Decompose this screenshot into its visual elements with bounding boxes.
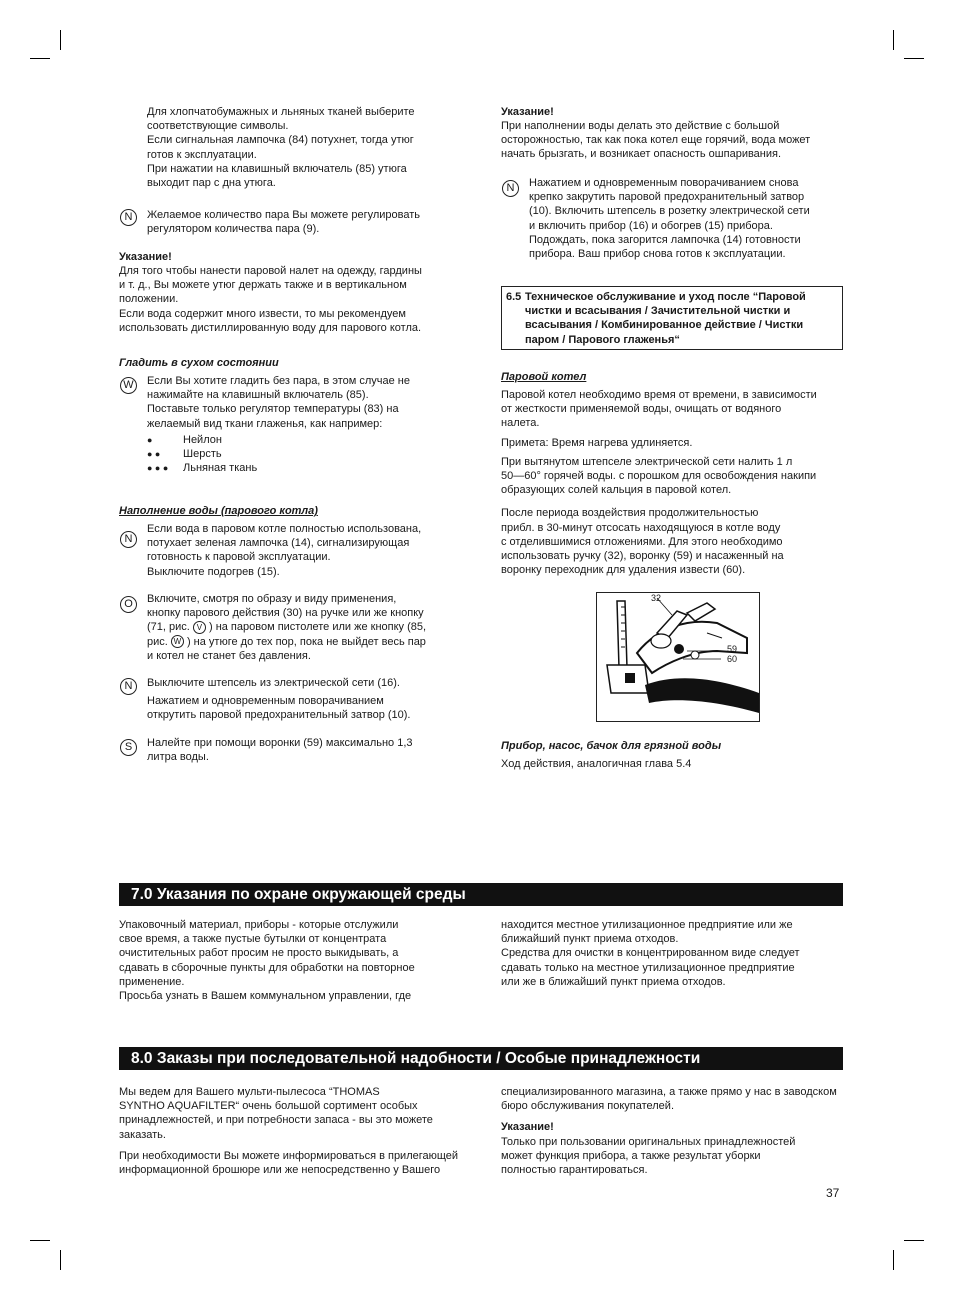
fabric-item: ● ● Шерсть: [147, 448, 222, 461]
close-valve-text: Нажатием и одновременным поворачиванием снова крепко закрутить паровой предохранительный затвор (10). Включить штепсель в розетку электрической сети и включить прибор (16) и обогрев (15) прибора. Подождать, пока загорится лампочка (14) готовности прибора. Ваш прибор снова готов к эксплуатации.: [529, 177, 810, 261]
water-fill-heading: Наполнение воды (парового котла): [119, 505, 318, 517]
section-6-5-box: [501, 286, 843, 350]
section-8-right-text: специализированного магазина, а также прямо у нас в заводском бюро обслуживания покупателей. Указание! Только при пользовании оригинальных принадлежностей может функция прибора, а также результат уборки полностью гарантироваться.: [501, 1085, 846, 1177]
steam-release-text: Включите, смотря по образу и виду применения, кнопку парового действия (30) на ручке или же кнопку (71, рис. V ) на паровом пистолете или же кнопку (85, рис. W ) на утюге до тех пор, пока не выйдет весь пар и котел не станет без давления.: [147, 593, 427, 662]
dry-ironing-heading: Гладить в сухом состоянии: [119, 357, 279, 369]
fabric-item: ● ● ● Льняная ткань: [147, 462, 258, 475]
note-text: При наполнении воды делать это действие с большой осторожностью, так как пока котел еще горячий, вода может начать брызгать, и возникает опасность ошпаривания.: [501, 120, 811, 161]
unplug-text: Выключите штепсель из электрической сети (16). Нажатием и одновременным поворачиванием открутить паровой предохранительный затвор (10).: [147, 677, 411, 722]
pour-water-text: Налейте при помощи воронки (59) максимально 1,3 литра воды.: [147, 737, 413, 764]
section-8-heading: 8.0 Заказы при последовательной надобности / Особые принадлежности: [119, 1047, 843, 1070]
figure-v-icon: V: [193, 621, 206, 634]
note-title: Указание!: [119, 251, 172, 263]
dry-ironing-text: Если Вы хотите гладить без пара, в этом случае не нажимайте на клавишный включатель (85). Поставьте только регулятор температуры (83) на желаемый вид ткани глаженья, как например:: [147, 375, 410, 430]
section-number: 6.5: [506, 291, 522, 303]
section-7-right-text: находится местное утилизационное предприятие или же ближайший пункт приема отходов. Средства для очистки в концентрированном виде следует сдавать только на местное утилизационное предприятие или же в ближайший пункт приема отходов.: [501, 919, 800, 988]
fabric-item: ● Нейлон: [147, 434, 222, 446]
section-title: Техническое обслуживание и уход после “Паровой чистки и всасывания / Зачистительной чистки и всасывания / Комбинированное действие / Чистки паром / Парового глаженья“: [525, 291, 806, 346]
note-title: Указание!: [501, 1121, 554, 1134]
section-7-left-text: Упаковочный материал, приборы - которые отслужили свое время, а также пустые бутылки от концентрата очистительных работ просим не просто выкидывать, а сдавать в сборочные пункты для обработки на повторное применение. Просьба узнать в Вашем коммунальном управлении, где: [119, 919, 415, 1003]
boiler-text: Паровой котел необходимо время от времени, в зависимости от жесткости применяемой воды, очищать от водяного налета. Примета: Время нагрева удлиняется. При вытянутом штепселе электрической сети налить 1 л 50—60° горячей воды. с порошком для освобождения накипи образующих солей кальция в паровой котел. После периода воздействия продолжительностью прибл. в 30-минут отсосать находящуюся в котле воду с отделившимися отложениями. Для этого необходимо использовать ручку (32), воронку (59) и насаженный на воронку переходник для удаления извести (60).: [501, 389, 817, 577]
pump-text: Ход действия, аналогичная глава 5.4: [501, 758, 692, 770]
crop-mark: [904, 1240, 924, 1241]
note-title: Указание!: [501, 106, 554, 118]
crop-mark: [904, 58, 924, 59]
intro-text: Для хлопчатобумажных и льняных тканей выберите соответствующие символы. Если сигнальная лампочка (84) потухнет, тогда утюг готов к эксплуатации. При нажатии на клавишный включатель (85) утюга выходит пар с дна утюга.: [147, 106, 415, 190]
instruction-n-icon: N: [120, 531, 137, 548]
figure-w-icon: W: [171, 635, 184, 648]
section-8-left-text: Мы ведем для Вашего мульти-пылесоса “THOMAS SYNTHO AQUAFILTER“ очень большой сортимент особых принадлежностей, и при потребности запаса - вы это можете заказать. При необходимости Вы можете информироваться в прилегающей информационной брошюре или же непосредственно у Вашего: [119, 1086, 459, 1177]
crop-mark: [30, 1240, 50, 1241]
figure-label-60: 60: [727, 654, 738, 664]
crop-mark: [60, 30, 61, 50]
instruction-w-icon: W: [120, 377, 137, 394]
instruction-s-icon: S: [120, 739, 137, 756]
water-fill-text: Если вода в паровом котле полностью использована, потухает зеленая лампочка (14), сигнализирующая готовность к паровой эксплуатации. Выключите подогрев (15).: [147, 523, 422, 578]
crop-mark: [30, 58, 50, 59]
fabric-list: [147, 433, 447, 476]
descaling-figure: [596, 592, 760, 722]
section-7-heading: 7.0 Указания по охране окружающей среды: [119, 883, 843, 906]
figure-label-32: 32: [651, 593, 662, 603]
instruction-n-icon: N: [502, 180, 519, 197]
pump-heading: Прибор, насос, бачок для грязной воды: [501, 740, 722, 752]
crop-mark: [893, 1250, 894, 1270]
boiler-heading: Паровой котел: [501, 371, 587, 383]
note-text: Для того чтобы нанести паровой налет на одежду, гардины и т. д., Вы можете утюг держать также и в вертикальном положении. Если вода содержит много извести, то мы рекомендуем использовать дистиллированную воду для парового котла.: [119, 265, 422, 334]
instruction-n-icon: N: [120, 678, 137, 695]
figure-label-59: 59: [727, 644, 738, 654]
crop-mark: [60, 1250, 61, 1270]
instruction-n-icon: N: [120, 209, 137, 226]
crop-mark: [893, 30, 894, 50]
steam-amount-text: Желаемое количество пара Вы можете регулировать регулятором количества пара (9).: [147, 209, 421, 236]
page-number: 37: [826, 1186, 840, 1200]
instruction-o-icon: O: [120, 596, 137, 613]
